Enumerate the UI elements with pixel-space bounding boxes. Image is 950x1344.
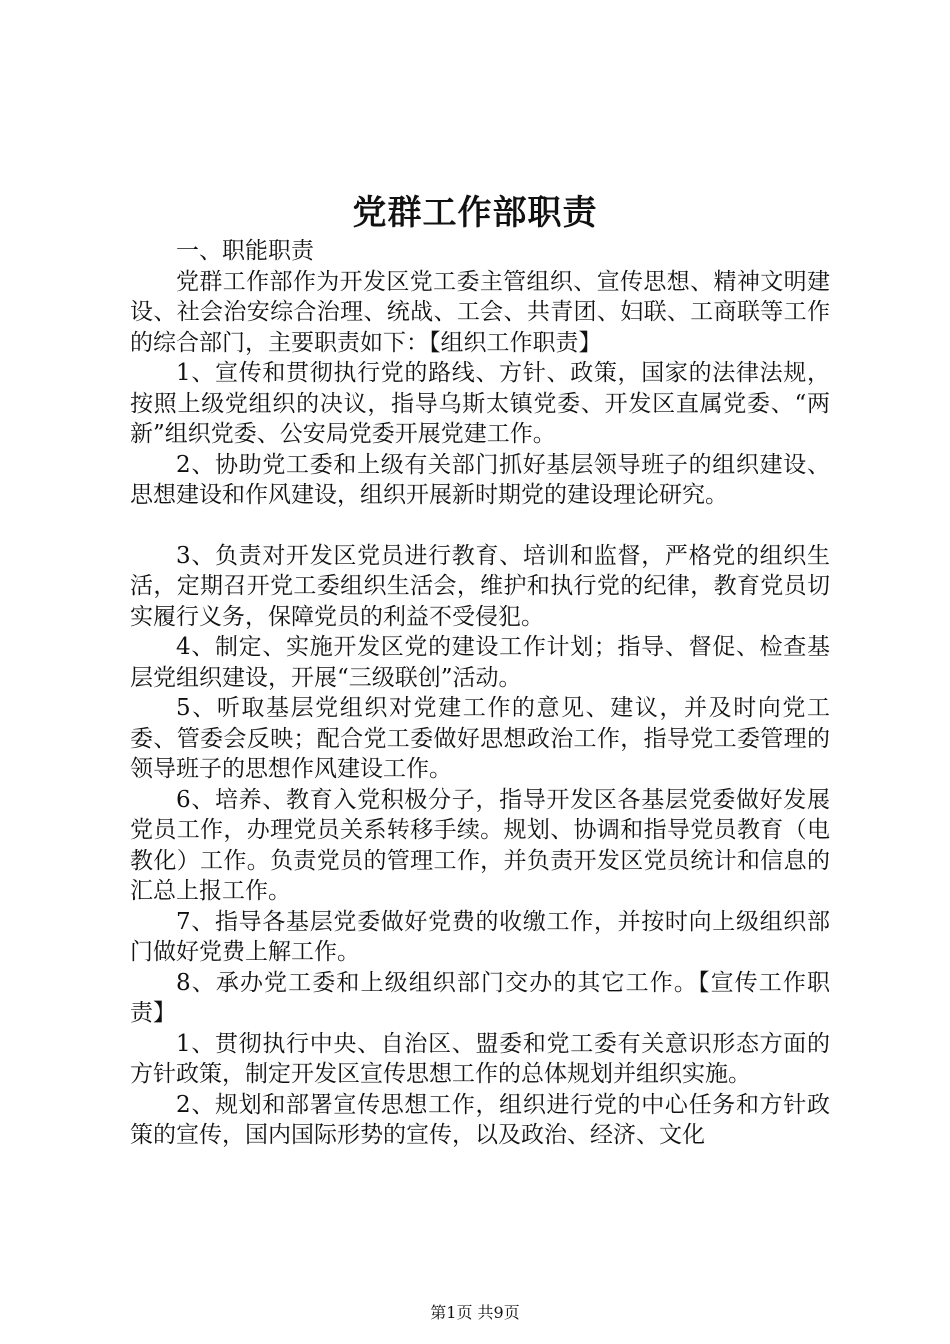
document-title: 党群工作部职责: [352, 193, 598, 233]
paragraph: 党群工作部作为开发区党工委主管组织、宣传思想、精神文明建设、社会治安综合治理、统战、工会、共青团、妇联、工商联等工作的综合部门，主要职责如下：【组织工作职责】: [130, 268, 830, 356]
paragraph: 7、指导各基层党委做好党费的收缴工作，并按时向上级组织部门做好党费上解工作。: [130, 908, 830, 965]
paragraph: 1、宣传和贯彻执行党的路线、方针、政策，国家的法律法规，按照上级党组织的决议，指导乌斯太镇党委、开发区直属党委、“两新”组织党委、公安局党委开展党建工作。: [130, 360, 830, 447]
paragraph: 1、贯彻执行中央、自治区、盟委和党工委有关意识形态方面的方针政策，制定开发区宣传思想工作的总体规划并组织实施。: [130, 1030, 830, 1087]
page-number: 第1页 共9页: [430, 1303, 520, 1322]
paragraph: 5、听取基层党组织对党建工作的意见、建议，并及时向党工委、管委会反映；配合党工委做好思想政治工作，指导党工委管理的领导班子的思想作风建设工作。: [130, 695, 830, 782]
paragraph: 4、制定、实施开发区党的建设工作计划；指导、督促、检查基层党组织建设，开展“三级联创”活动。: [130, 634, 830, 691]
paragraph: 6、培养、教育入党积极分子，指导开发区各基层党委做好发展党员工作，办理党员关系转移手续。规划、协调和指导党员教育（电教化）工作。负责党员的管理工作，并负责开发区党员统计和信息的汇总上报工作。: [130, 786, 830, 904]
paragraph: 2、规划和部署宣传思想工作，组织进行党的中心任务和方针政策的宣传，国内国际形势的宣传，以及政治、经济、文化: [130, 1091, 830, 1148]
document-body: [130, 236, 830, 1151]
paragraph: 3、负责对开发区党员进行教育、培训和监督，严格党的组织生活，定期召开党工委组织生活会，维护和执行党的纪律，教育党员切实履行义务，保障党员的利益不受侵犯。: [130, 542, 830, 630]
paragraph: 8、承办党工委和上级组织部门交办的其它工作。【宣传工作职责】: [130, 969, 830, 1026]
paragraph: 2、协助党工委和上级有关部门抓好基层领导班子的组织建设、思想建设和作风建设，组织开展新时期党的建设理论研究。: [130, 451, 830, 508]
section-heading: 一、职能职责: [176, 238, 314, 264]
